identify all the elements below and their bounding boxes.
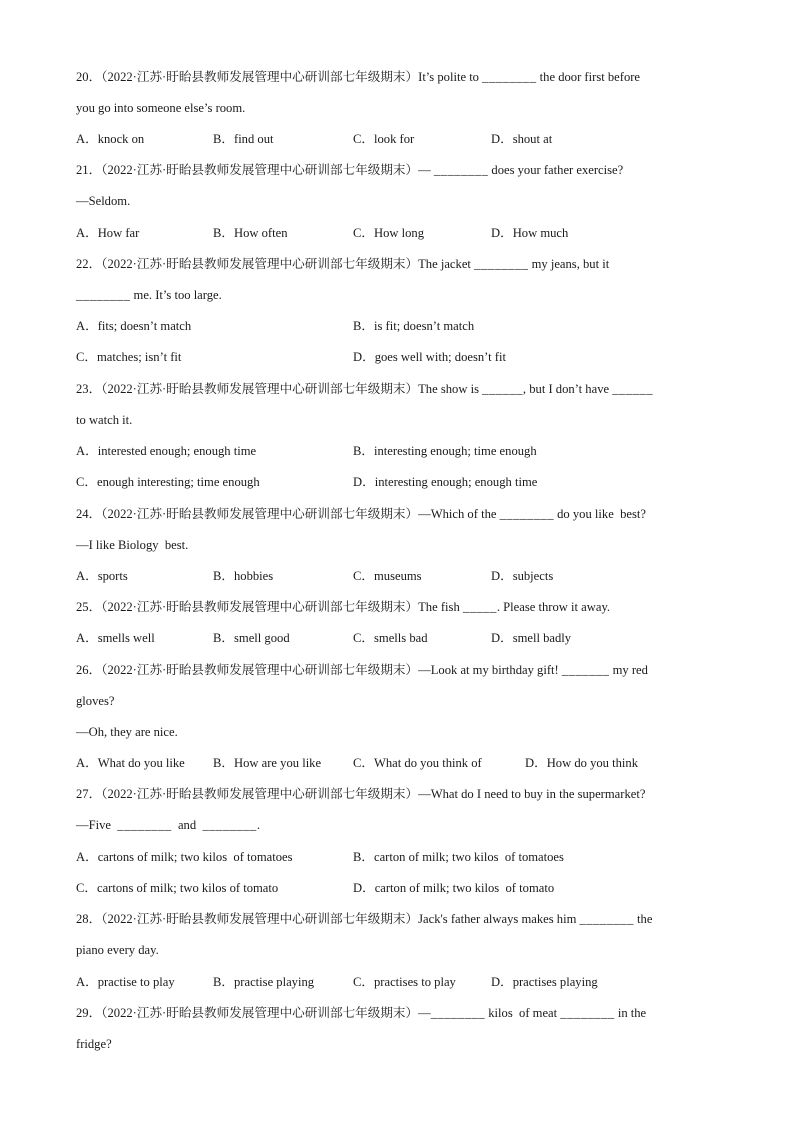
question-text: —I like Biology best. [76,538,189,552]
question-text: my red [609,663,648,677]
answer-option-c[interactable]: C．look for [353,132,415,146]
question-text: 26．（2022·江苏·盱眙县教师发展管理中心研训部七年级期末）—Look at my birthday gift! [76,663,562,677]
question-stem [76,1004,714,1022]
answer-option-c[interactable]: C．practises to play [353,975,456,989]
answer-blank: ________ [76,288,131,302]
answer-option-b[interactable]: B．How often [213,226,288,240]
answer-option-d[interactable]: D．smell badly [491,631,572,645]
question-text: 25．（2022·江苏·盱眙县教师发展管理中心研训部七年级期末）The fish [76,600,463,614]
question-stem-continuation [76,816,714,834]
answer-option-d[interactable]: D．interesting enough; enough time [353,475,538,489]
answer-option-a[interactable]: A．How far [76,226,140,240]
answer-blank: ________ [579,912,634,926]
answer-blank: ________ [433,163,489,177]
question-text: 20．（2022·江苏·盱眙县教师发展管理中心研训部七年级期末）It’s polite to [76,70,483,84]
question-stem [76,68,714,86]
question-stem [76,785,714,803]
question-text: . Please throw it away. [496,600,611,614]
answer-blank: _______ [561,663,610,677]
answer-option-a[interactable]: A．What do you like [76,756,185,770]
answer-blank: ________ [560,1006,615,1020]
answer-option-c[interactable]: C．How long [353,226,425,240]
question-stem [76,598,714,616]
answer-blank: _____ [462,600,497,614]
question-text: piano every day. [76,943,159,957]
answer-option-b[interactable]: B．carton of milk; two kilos of tomatoes [353,850,564,864]
answer-option-a[interactable]: A．smells well [76,631,155,645]
question-text: you go into someone else’s room. [76,101,246,115]
question-text: —Seldom. [76,194,131,208]
answer-option-c[interactable]: C．cartons of milk; two kilos of tomato [76,881,279,895]
question-stem-continuation [76,723,714,741]
question-text: to watch it. [76,413,133,427]
question-stem [76,505,714,523]
answer-option-d[interactable]: D．How much [491,226,569,240]
question-text: , but I don’t have [522,382,613,396]
question-stem-continuation [76,411,714,429]
answer-option-c[interactable]: C．What do you think of [353,756,482,770]
question-text: 24．（2022·江苏·盱眙县教师发展管理中心研训部七年级期末）—Which of the [76,507,500,521]
answer-option-b[interactable]: B．How are you like [213,756,322,770]
question-text: 22．（2022·江苏·盱眙县教师发展管理中心研训部七年级期末）The jacket [76,257,475,271]
answer-blank: ________ [430,1006,486,1020]
question-text: the door first before [536,70,641,84]
question-stem [76,161,714,179]
question-text: fridge? [76,1037,112,1051]
answer-blank: ______ [612,382,654,396]
question-stem-continuation [76,941,714,959]
question-text: gloves? [76,694,115,708]
question-stem [76,380,714,398]
answer-option-d[interactable]: D．How do you think [525,756,638,770]
answer-option-a[interactable]: A．sports [76,569,128,583]
question-text: 28．（2022·江苏·盱眙县教师发展管理中心研训部七年级期末）Jack's father always makes him [76,912,580,926]
question-text: and [171,818,203,832]
answer-option-b[interactable]: B．interesting enough; time enough [353,444,537,458]
question-text: 29．（2022·江苏·盱眙县教师发展管理中心研训部七年级期末）— [76,1006,431,1020]
answer-option-d[interactable]: D．shout at [491,132,553,146]
answer-option-a[interactable]: A．knock on [76,132,145,146]
answer-blank: ________ [202,818,257,832]
question-stem-continuation [76,99,714,117]
answer-option-b[interactable]: B．is fit; doesn’t match [353,319,475,333]
answer-blank: ________ [474,257,529,271]
answer-option-c[interactable]: C．enough interesting; time enough [76,475,260,489]
answer-option-c[interactable]: C．museums [353,569,422,583]
answer-option-a[interactable]: A．fits; doesn’t match [76,319,192,333]
question-stem [76,910,714,928]
answer-option-d[interactable]: D．goes well with; doesn’t fit [353,350,506,364]
question-text: do you like best? [553,507,646,521]
answer-blank: ________ [499,507,554,521]
question-stem-continuation [76,536,714,554]
question-text: —Five [76,818,118,832]
answer-option-a[interactable]: A．interested enough; enough time [76,444,257,458]
answer-blank: ______ [482,382,523,396]
question-text: —Oh, they are nice. [76,725,178,739]
question-text: in the [614,1006,647,1020]
answer-option-b[interactable]: B．smell good [213,631,290,645]
answer-option-c[interactable]: C．smells bad [353,631,428,645]
question-text: . [256,818,260,832]
answer-option-b[interactable]: B．practise playing [213,975,315,989]
answer-option-a[interactable]: A．cartons of milk; two kilos of tomatoes [76,850,293,864]
question-text: 21．（2022·江苏·盱眙县教师发展管理中心研训部七年级期末）— [76,163,434,177]
question-stem [76,661,714,679]
answer-blank: ________ [117,818,172,832]
question-stem-continuation [76,286,714,304]
answer-blank: ________ [482,70,537,84]
question-stem [76,255,714,273]
question-text: the [633,912,653,926]
question-text: me. It’s too large. [130,288,222,302]
question-stem-continuation [76,1035,714,1053]
answer-option-b[interactable]: B．find out [213,132,274,146]
question-text: kilos of meat [485,1006,561,1020]
question-text: does your father exercise? [488,163,624,177]
answer-option-d[interactable]: D．practises playing [491,975,598,989]
question-text: 27．（2022·江苏·盱眙县教师发展管理中心研训部七年级期末）—What do I need to buy in the supermarket? [76,787,646,801]
answer-option-c[interactable]: C．matches; isn’t fit [76,350,182,364]
answer-option-b[interactable]: B．hobbies [213,569,274,583]
answer-option-d[interactable]: D．subjects [491,569,554,583]
answer-option-a[interactable]: A．practise to play [76,975,175,989]
question-stem-continuation [76,192,714,210]
question-text: my jeans, but it [528,257,610,271]
answer-option-d[interactable]: D．carton of milk; two kilos of tomato [353,881,555,895]
question-stem-continuation [76,692,714,710]
question-text: 23．（2022·江苏·盱眙县教师发展管理中心研训部七年级期末）The show is [76,382,483,396]
